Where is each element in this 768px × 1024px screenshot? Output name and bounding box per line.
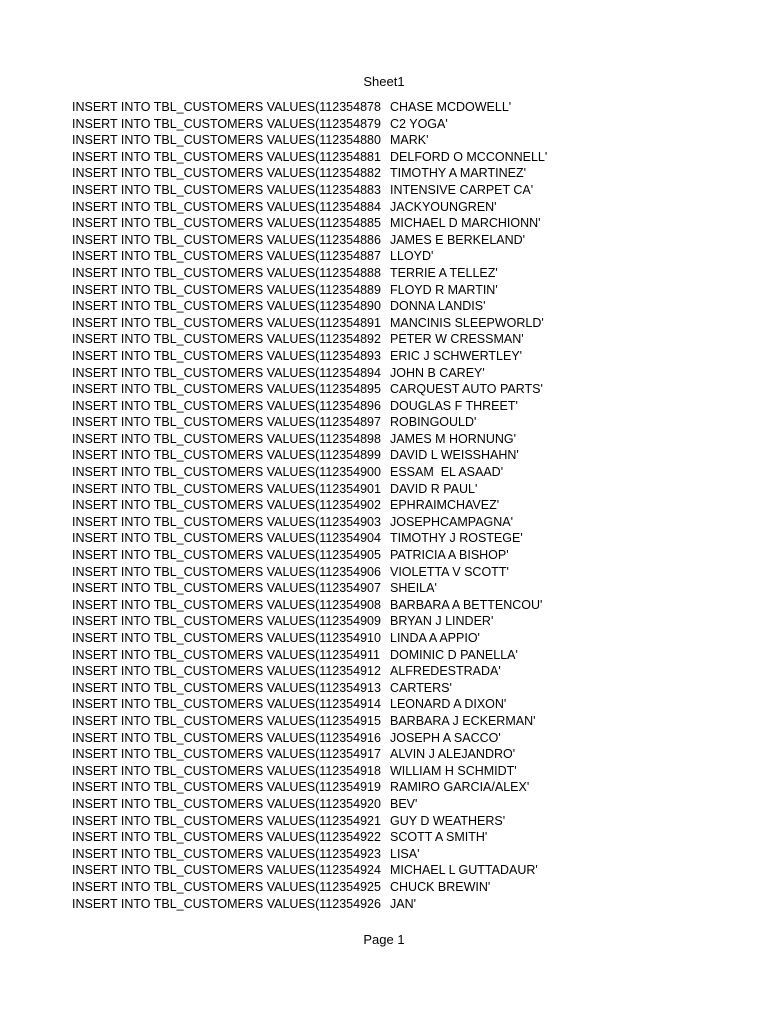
sheet-row <box>72 663 712 680</box>
customer-name-cell: JOSEPH A SACCO' <box>390 730 501 745</box>
sql-insert-prefix-cell: INSERT INTO TBL_CUSTOMERS VALUES(112354894 <box>72 365 381 380</box>
sheet-row <box>72 597 712 614</box>
customer-name-cell: EPHRAIMCHAVEZ' <box>390 498 500 513</box>
sql-insert-prefix-cell: INSERT INTO TBL_CUSTOMERS VALUES(112354913 <box>72 680 381 695</box>
sheet-row <box>72 846 712 863</box>
sheet-row <box>72 813 712 830</box>
sheet-row <box>72 165 712 182</box>
sql-insert-prefix-cell: INSERT INTO TBL_CUSTOMERS VALUES(112354909 <box>72 614 381 629</box>
customer-name-cell: DAVID R PAUL' <box>390 481 478 496</box>
sql-insert-prefix-cell: INSERT INTO TBL_CUSTOMERS VALUES(112354925 <box>72 879 381 894</box>
sql-insert-prefix-cell: INSERT INTO TBL_CUSTOMERS VALUES(112354889 <box>72 282 381 297</box>
sql-insert-prefix-cell: INSERT INTO TBL_CUSTOMERS VALUES(112354896 <box>72 398 381 413</box>
customer-name-cell: MARK' <box>390 133 429 148</box>
customer-name-cell: JOSEPHCAMPAGNA' <box>390 514 514 529</box>
sql-insert-prefix-cell: INSERT INTO TBL_CUSTOMERS VALUES(112354892 <box>72 332 381 347</box>
sql-insert-prefix-cell: INSERT INTO TBL_CUSTOMERS VALUES(112354922 <box>72 830 381 845</box>
sql-insert-prefix-cell: INSERT INTO TBL_CUSTOMERS VALUES(112354885 <box>72 216 381 231</box>
sheet-row <box>72 630 712 647</box>
sheet-row <box>72 896 712 913</box>
customer-name-cell: BARBARA J ECKERMAN' <box>390 713 536 728</box>
customer-name-cell: LINDA A APPIO' <box>390 631 480 645</box>
sql-insert-prefix-cell: INSERT INTO TBL_CUSTOMERS VALUES(112354923 <box>72 846 381 861</box>
sql-insert-prefix-cell: INSERT INTO TBL_CUSTOMERS VALUES(112354901 <box>72 481 381 496</box>
sheet-row <box>72 730 712 747</box>
sheet-row <box>72 862 712 879</box>
sheet-row <box>72 647 712 664</box>
customer-name-cell: JACKYOUNGREN' <box>390 199 497 214</box>
customer-name-cell: TIMOTHY J ROSTEGE' <box>390 531 523 546</box>
sheet-row <box>72 547 712 564</box>
customer-name-cell: ERIC J SCHWERTLEY' <box>390 348 523 363</box>
sql-insert-prefix-cell: INSERT INTO TBL_CUSTOMERS VALUES(112354895 <box>72 382 381 397</box>
customer-name-cell: DONNA LANDIS' <box>390 299 486 314</box>
sheet-row <box>72 298 712 315</box>
customer-name-cell: JAN' <box>390 896 417 911</box>
sql-insert-prefix-cell: INSERT INTO TBL_CUSTOMERS VALUES(112354906 <box>72 564 381 579</box>
customer-name-cell: ESSAM EL ASAAD' <box>390 465 504 480</box>
customer-name-cell: FLOYD R MARTIN' <box>390 282 498 297</box>
sheet-row <box>72 713 712 730</box>
sql-insert-prefix-cell: INSERT INTO TBL_CUSTOMERS VALUES(112354915 <box>72 713 381 728</box>
sheet-row <box>72 282 712 299</box>
sheet-row <box>72 796 712 813</box>
customer-name-cell: LISA' <box>390 846 420 861</box>
sheet-row <box>72 530 712 547</box>
sql-insert-prefix-cell: INSERT INTO TBL_CUSTOMERS VALUES(112354893 <box>72 348 381 363</box>
sheet-row <box>72 680 712 697</box>
sheet-row <box>72 779 712 796</box>
sql-insert-prefix-cell: INSERT INTO TBL_CUSTOMERS VALUES(112354903 <box>72 514 381 529</box>
sql-insert-prefix-cell: INSERT INTO TBL_CUSTOMERS VALUES(112354907 <box>72 581 381 596</box>
customer-name-cell: BEV' <box>390 796 418 811</box>
sheet-row <box>72 398 712 415</box>
customer-name-cell: DOUGLAS F THREET' <box>390 398 518 413</box>
sheet-row <box>72 248 712 265</box>
customer-name-cell: DELFORD O MCCONNELL' <box>390 149 548 164</box>
customer-name-cell: WILLIAM H SCHMIDT' <box>390 763 517 778</box>
sql-insert-prefix-cell: INSERT INTO TBL_CUSTOMERS VALUES(112354881 <box>72 149 381 164</box>
sql-insert-prefix-cell: INSERT INTO TBL_CUSTOMERS VALUES(112354902 <box>72 498 381 513</box>
customer-name-cell: PATRICIA A BISHOP' <box>390 548 509 563</box>
customer-name-cell: DOMINIC D PANELLA' <box>390 647 518 662</box>
page-footer-page-number: Page 1 <box>363 932 405 947</box>
sheet-row <box>72 464 712 481</box>
customer-name-cell: JOHN B CAREY' <box>390 365 485 380</box>
sheet-row <box>72 879 712 896</box>
customer-name-cell: JAMES E BERKELAND' <box>390 232 526 247</box>
customer-name-cell: JAMES M HORNUNG' <box>390 431 517 446</box>
sheet-row <box>72 447 712 464</box>
sql-insert-prefix-cell: INSERT INTO TBL_CUSTOMERS VALUES(112354899 <box>72 448 381 463</box>
customer-name-cell: CARTERS' <box>390 680 452 695</box>
sheet-rows <box>72 99 712 912</box>
customer-name-cell: LLOYD' <box>390 249 434 264</box>
sql-insert-prefix-cell: INSERT INTO TBL_CUSTOMERS VALUES(112354905 <box>72 548 381 563</box>
sheet-row <box>72 613 712 630</box>
sql-insert-prefix-cell: INSERT INTO TBL_CUSTOMERS VALUES(112354924 <box>72 863 381 878</box>
sheet-row <box>72 829 712 846</box>
customer-name-cell: C2 YOGA' <box>390 116 448 131</box>
customer-name-cell: GUY D WEATHERS' <box>390 813 506 828</box>
sheet-row <box>72 199 712 216</box>
customer-name-cell: MICHAEL D MARCHIONN' <box>390 216 541 231</box>
customer-name-cell: MANCINIS SLEEPWORLD' <box>390 315 544 330</box>
sheet-row <box>72 580 712 597</box>
sql-insert-prefix-cell: INSERT INTO TBL_CUSTOMERS VALUES(112354890 <box>72 299 381 314</box>
sheet-row <box>72 564 712 581</box>
sql-insert-prefix-cell: INSERT INTO TBL_CUSTOMERS VALUES(112354900 <box>72 465 381 480</box>
sheet-row <box>72 116 712 133</box>
sql-insert-prefix-cell: INSERT INTO TBL_CUSTOMERS VALUES(112354911 <box>72 647 381 662</box>
customer-name-cell: ROBINGOULD' <box>390 415 477 430</box>
customer-name-cell: VIOLETTA V SCOTT' <box>390 564 509 579</box>
customer-name-cell: ALVIN J ALEJANDRO' <box>390 747 516 762</box>
customer-name-cell: TERRIE A TELLEZ' <box>390 265 498 280</box>
sql-insert-prefix-cell: INSERT INTO TBL_CUSTOMERS VALUES(112354921 <box>72 813 381 828</box>
sql-insert-prefix-cell: INSERT INTO TBL_CUSTOMERS VALUES(112354897 <box>72 415 381 430</box>
sheet-row <box>72 481 712 498</box>
sql-insert-prefix-cell: INSERT INTO TBL_CUSTOMERS VALUES(112354888 <box>72 265 381 280</box>
sql-insert-prefix-cell: INSERT INTO TBL_CUSTOMERS VALUES(112354918 <box>72 763 381 778</box>
customer-name-cell: ALFREDESTRADA' <box>390 664 501 679</box>
sheet-row <box>72 746 712 763</box>
sheet-row <box>72 232 712 249</box>
customer-name-cell: TIMOTHY A MARTINEZ' <box>390 166 526 181</box>
sheet-row <box>72 365 712 382</box>
customer-name-cell: LEONARD A DIXON' <box>390 697 507 712</box>
sheet-row <box>72 763 712 780</box>
sheet-row <box>72 348 712 365</box>
sql-insert-prefix-cell: INSERT INTO TBL_CUSTOMERS VALUES(112354879 <box>72 116 381 131</box>
customer-name-cell: BARBARA A BETTENCOU' <box>390 597 543 612</box>
sql-insert-prefix-cell: INSERT INTO TBL_CUSTOMERS VALUES(112354919 <box>72 780 381 795</box>
sql-insert-prefix-cell: INSERT INTO TBL_CUSTOMERS VALUES(112354898 <box>72 431 381 446</box>
sql-insert-prefix-cell: INSERT INTO TBL_CUSTOMERS VALUES(112354884 <box>72 199 381 214</box>
sql-insert-prefix-cell: INSERT INTO TBL_CUSTOMERS VALUES(112354916 <box>72 730 381 745</box>
sheet-row <box>72 149 712 166</box>
sheet-row <box>72 182 712 199</box>
customer-name-cell: SCOTT A SMITH' <box>390 830 488 845</box>
sheet-row <box>72 99 712 116</box>
sheet-row <box>72 315 712 332</box>
sheet-row <box>72 514 712 531</box>
page-header-sheet-name: Sheet1 <box>363 74 405 89</box>
sql-insert-prefix-cell: INSERT INTO TBL_CUSTOMERS VALUES(112354926 <box>72 896 381 911</box>
customer-name-cell: BRYAN J LINDER' <box>390 614 494 629</box>
sheet-row <box>72 132 712 149</box>
sql-insert-prefix-cell: INSERT INTO TBL_CUSTOMERS VALUES(112354887 <box>72 249 381 264</box>
sql-insert-prefix-cell: INSERT INTO TBL_CUSTOMERS VALUES(112354917 <box>72 747 381 762</box>
sql-insert-prefix-cell: INSERT INTO TBL_CUSTOMERS VALUES(112354886 <box>72 232 381 247</box>
customer-name-cell: MICHAEL L GUTTADAUR' <box>390 863 538 878</box>
sheet-row <box>72 431 712 448</box>
sql-insert-prefix-cell: INSERT INTO TBL_CUSTOMERS VALUES(112354891 <box>72 315 381 330</box>
sql-insert-prefix-cell: INSERT INTO TBL_CUSTOMERS VALUES(112354914 <box>72 697 381 712</box>
customer-name-cell: INTENSIVE CARPET CA' <box>390 182 534 197</box>
customer-name-cell: SHEILA' <box>390 581 437 596</box>
sql-insert-prefix-cell: INSERT INTO TBL_CUSTOMERS VALUES(112354878 <box>72 100 381 114</box>
sql-insert-prefix-cell: INSERT INTO TBL_CUSTOMERS VALUES(112354912 <box>72 664 381 679</box>
sheet-row <box>72 414 712 431</box>
sql-insert-prefix-cell: INSERT INTO TBL_CUSTOMERS VALUES(112354904 <box>72 531 381 546</box>
customer-name-cell: CHASE MCDOWELL' <box>390 100 512 114</box>
sql-insert-prefix-cell: INSERT INTO TBL_CUSTOMERS VALUES(112354882 <box>72 166 381 181</box>
sql-insert-prefix-cell: INSERT INTO TBL_CUSTOMERS VALUES(112354880 <box>72 133 381 148</box>
sheet-row <box>72 215 712 232</box>
customer-name-cell: DAVID L WEISSHAHN' <box>390 448 519 463</box>
sheet-row <box>72 331 712 348</box>
sql-insert-prefix-cell: INSERT INTO TBL_CUSTOMERS VALUES(112354908 <box>72 597 381 612</box>
sheet-row <box>72 265 712 282</box>
sql-insert-prefix-cell: INSERT INTO TBL_CUSTOMERS VALUES(112354910 <box>72 631 381 645</box>
customer-name-cell: CARQUEST AUTO PARTS' <box>390 382 543 397</box>
sheet-row <box>72 381 712 398</box>
sql-insert-prefix-cell: INSERT INTO TBL_CUSTOMERS VALUES(112354883 <box>72 182 381 197</box>
sheet-row <box>72 696 712 713</box>
customer-name-cell: CHUCK BREWIN' <box>390 879 491 894</box>
sql-insert-prefix-cell: INSERT INTO TBL_CUSTOMERS VALUES(112354920 <box>72 796 381 811</box>
sheet-row <box>72 497 712 514</box>
customer-name-cell: RAMIRO GARCIA/ALEX' <box>390 780 530 795</box>
customer-name-cell: PETER W CRESSMAN' <box>390 332 524 347</box>
